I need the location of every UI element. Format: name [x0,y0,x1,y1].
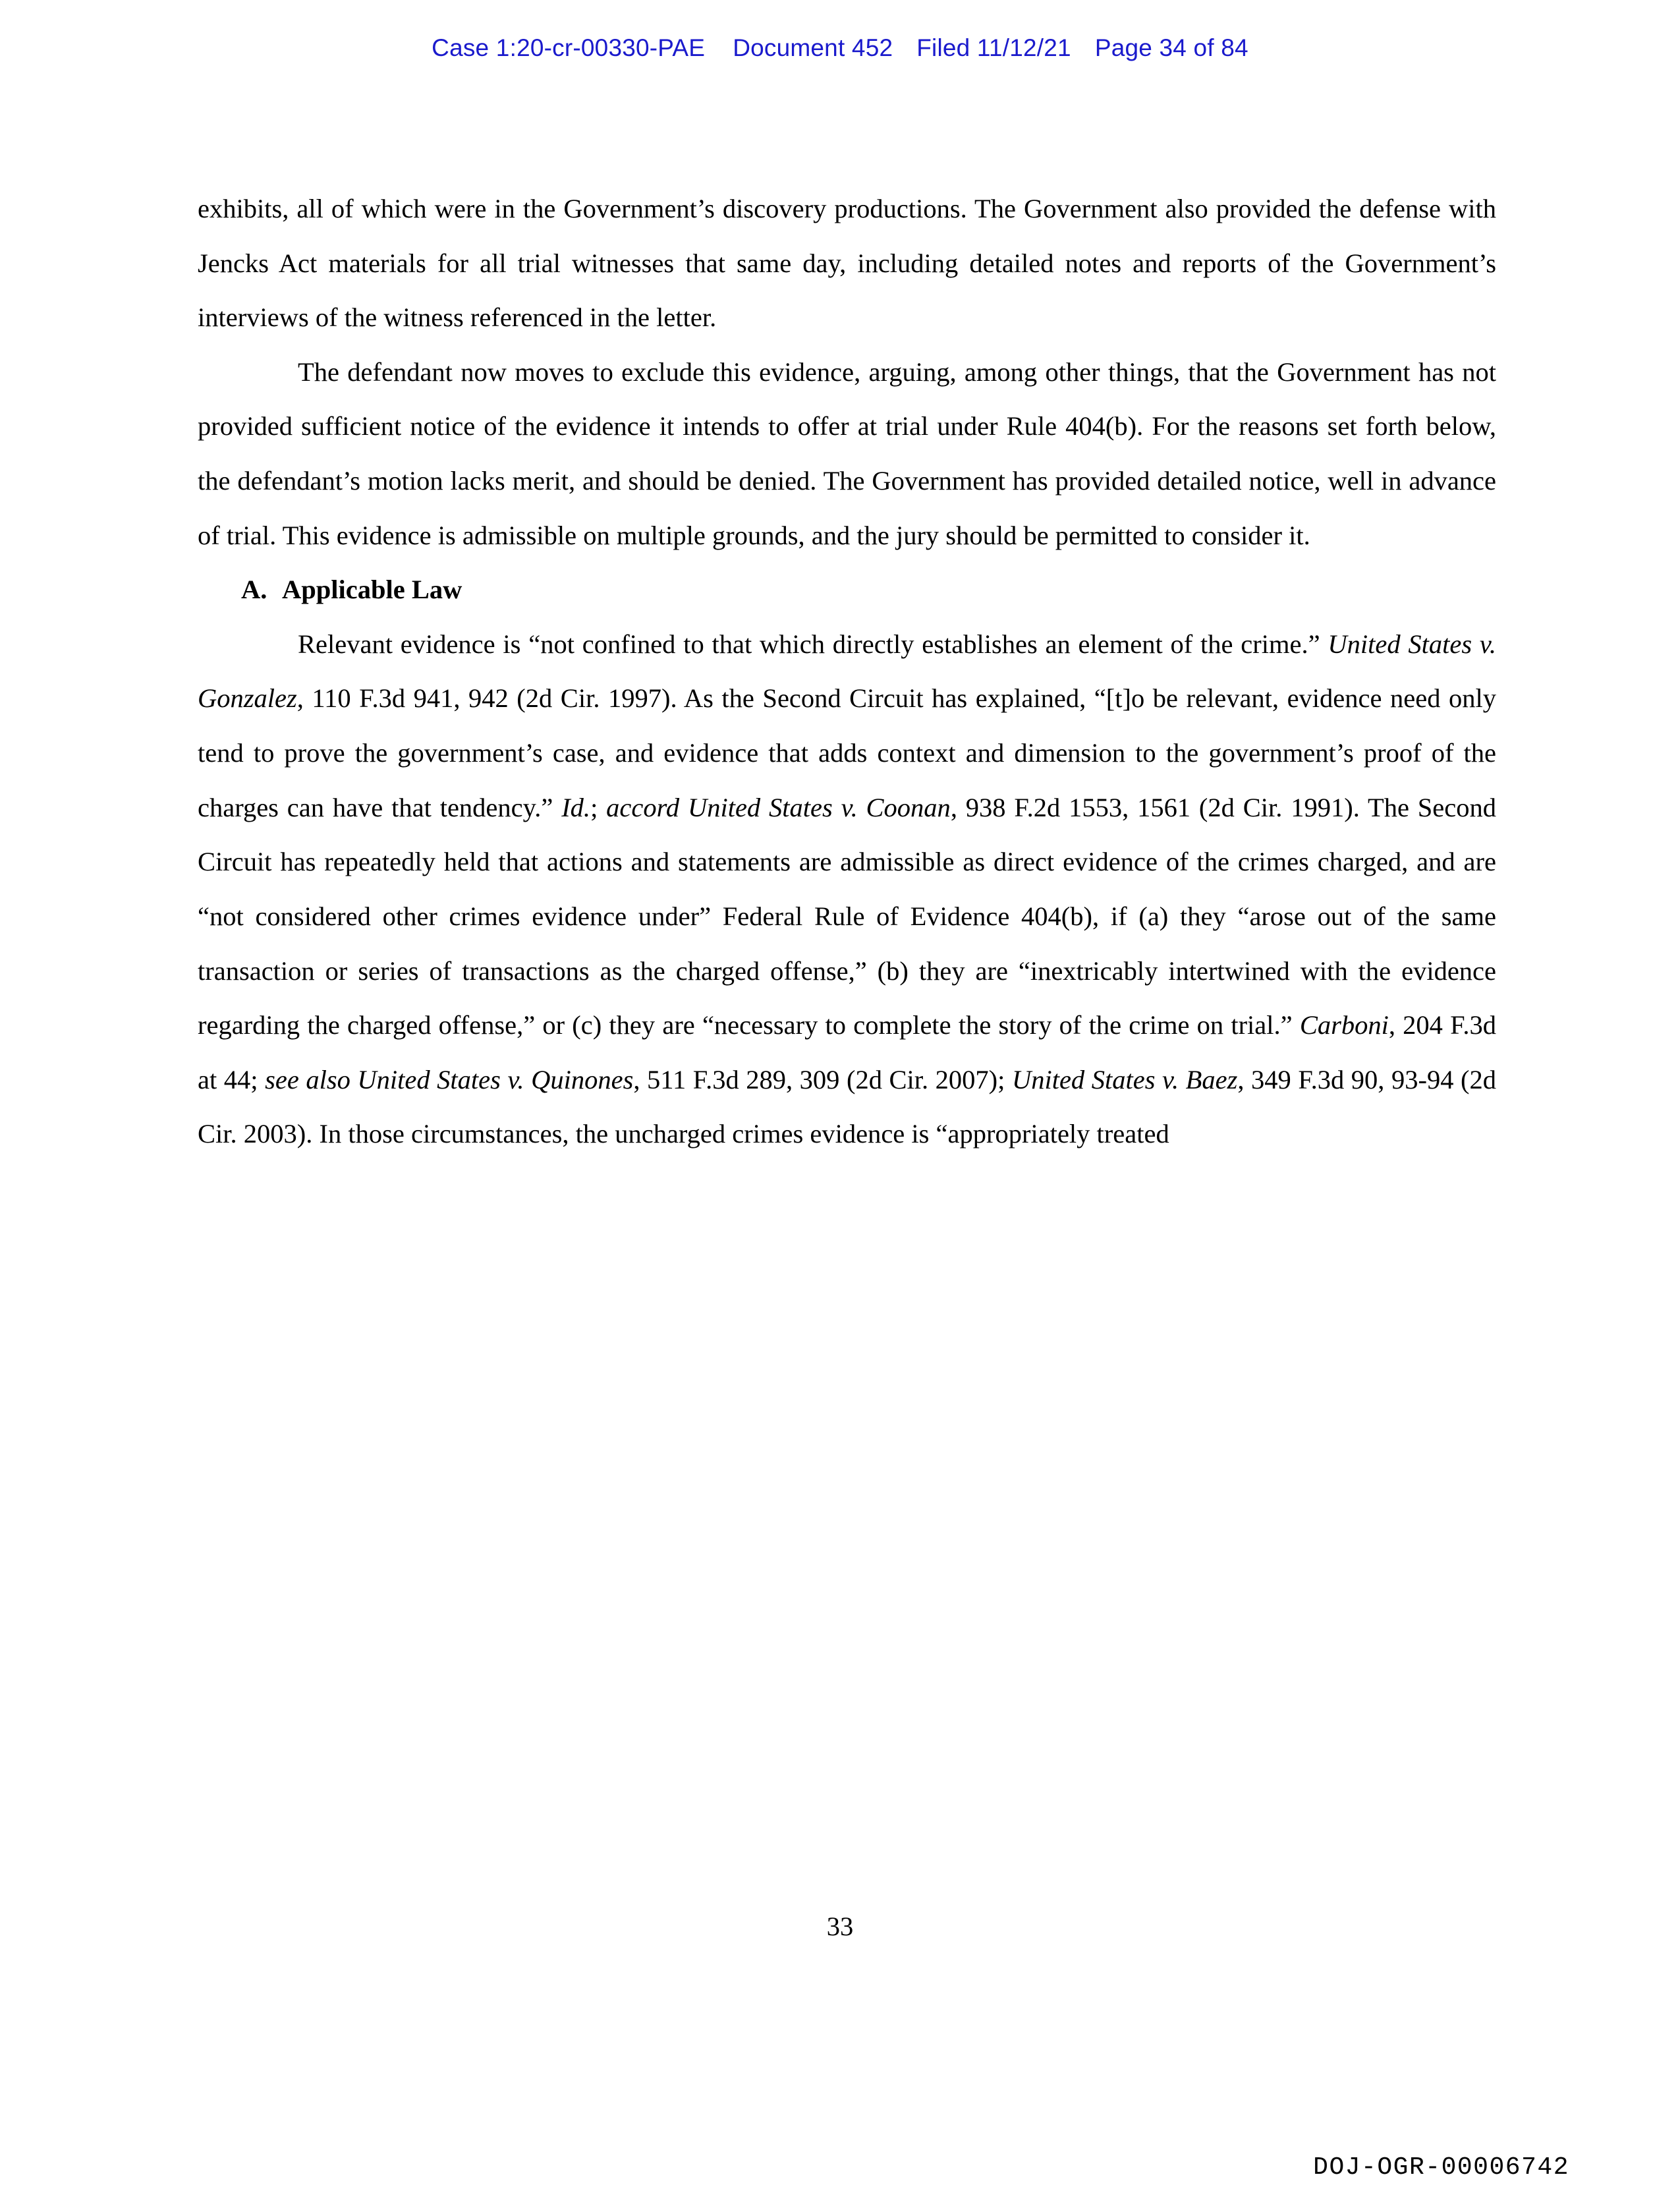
text-segment: , 349 F.3d 90, 93-94 (2d Cir. 2003). In those circumstances, the uncharged crimes evidence is “appropriately treated [198,1064,1496,1149]
text-segment: , 938 F.2d 1553, 1561 (2d Cir. 1991). The Second Circuit has repeatedly held that actions and statements are admissible as direct evidence of the crimes charged, and are “not considered other crimes evidence under” Federal Rule of Evidence 404(b), if (a) they “arose out of the same transaction or series of transactions as the charged offense,” (b) they are “inextricably intertwined with the evidence regarding the charged offense,” or (c) they are “necessary to complete the story of the crime on trial.” [198,792,1496,1040]
text-segment: , 204 F.3d at 44; [198,1010,1497,1094]
case-citation-gonzalez: United States v. Gonzalez [198,629,1496,714]
text-segment: , 511 F.3d 289, 309 (2d Cir. 2007); [633,1064,1012,1094]
ecf-header-stamp [0,34,1680,62]
section-heading-text: Applicable Law [282,575,462,605]
page-number: 33 [826,1912,854,1941]
case-citation-coonan: accord United States v. Coonan [606,792,951,822]
text-segment: , 110 F.3d 941, 942 (2d Cir. 1997). As the Second Circuit has explained, “[t]o be relevant, evidence need only tend to prove the government’s case, and evidence that adds context and dimension to the government’s proof of the charges can have that tendency.” [198,683,1496,822]
bates-number: DOJ-OGR-00006742 [1313,2153,1569,2182]
case-citation-quinones: see also United States v. Quinones [265,1064,634,1094]
ecf-case-number: Case 1:20-cr-00330-PAE [432,34,706,61]
section-heading-label: A. [241,575,267,605]
case-citation-id: Id. [561,792,591,822]
ecf-page-count: Page 34 of 84 [1094,34,1248,61]
text-segment: ; [590,792,607,822]
case-citation-carboni: Carboni [1299,1010,1389,1040]
paragraph-motion-summary: The defendant now moves to exclude this evidence, arguing, among other things, that the Government has not provided sufficient notice of the evidence it intends to offer at trial under Rule 404(b). For the reasons set forth below, the defendant’s motion lacks merit, and should be denied. The Government has provided detailed notice, well in advance of trial. This evidence is admissible on multiple grounds, and the jury should be permitted to consider it. [198,356,1496,550]
ecf-filed-date: Filed 11/12/21 [916,34,1071,61]
section-heading-applicable-law [198,563,1496,617]
paragraph-continuation: exhibits, all of which were in the Government’s discovery productions. The Government also provided the defense with Jencks Act materials for all trial witnesses that same day, including detailed notes and reports of the Government’s interviews of the witness referenced in the letter. [198,194,1496,333]
document-body [198,182,1496,1162]
text-segment: Relevant evidence is “not confined to that which directly establishes an element of the crime.” [298,629,1328,659]
ecf-document-number: Document 452 [733,34,893,61]
case-citation-baez: United States v. Baez [1011,1064,1238,1094]
paragraph-applicable-law [198,617,1496,1162]
